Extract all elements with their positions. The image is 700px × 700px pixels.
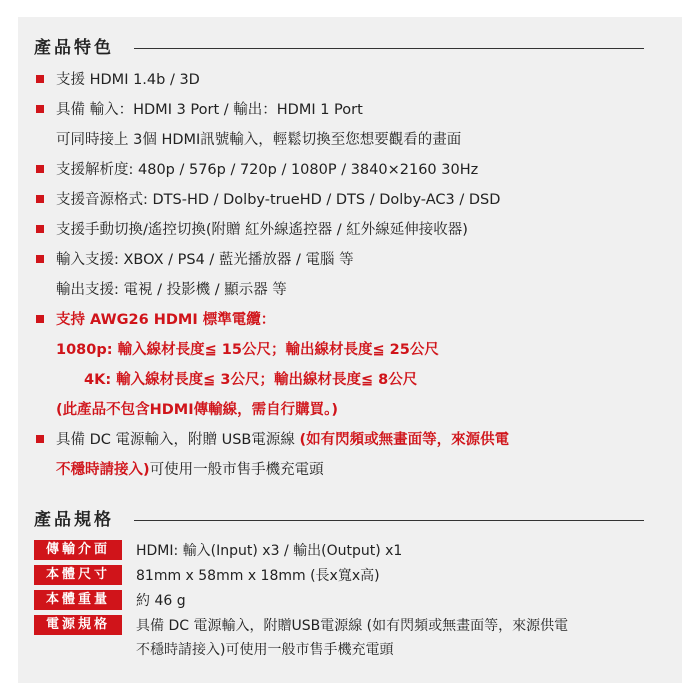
bullet-icon bbox=[36, 75, 44, 83]
bullet-icon bbox=[36, 105, 44, 113]
feature-line-3: 可同時接上 3個 HDMI訊號輸入，輕鬆切換至您想要觀看的畫面 bbox=[56, 132, 462, 148]
specs-divider bbox=[134, 520, 644, 521]
spec-label: 傳輸介面 bbox=[34, 540, 122, 560]
feature-line-12: (此產品不包含HDMI傳輸線，需自行購買。) bbox=[56, 402, 338, 418]
features-divider bbox=[134, 48, 644, 49]
bullet-icon bbox=[36, 225, 44, 233]
spec-label: 本體重量 bbox=[34, 590, 122, 610]
feature-line-10: 1080p: 輸入線材長度≦ 15公尺；輸出線材長度≦ 25公尺 bbox=[56, 342, 439, 358]
bullet-icon bbox=[36, 255, 44, 263]
feature-line-8: 輸出支援: 電視 / 投影機 / 顯示器 等 bbox=[56, 282, 287, 298]
spec-label: 電源規格 bbox=[34, 615, 122, 635]
feature-line-9: 支持 AWG26 HDMI 標準電纜： bbox=[36, 308, 275, 332]
spec-value: 約 46 g bbox=[136, 593, 186, 609]
feature-line-6: 支援手動切換/遙控切換(附贈 紅外線遙控器 / 紅外線延伸接收器) bbox=[36, 218, 468, 242]
feature-line-4: 支援解析度: 480p / 576p / 720p / 1080P / 3840×2160 30Hz bbox=[36, 158, 478, 182]
feature-line-2: 具備 輸入：HDMI 3 Port / 輸出：HDMI 1 Port bbox=[36, 98, 363, 122]
feature-line-1: 支援 HDMI 1.4b / 3D bbox=[36, 68, 200, 92]
feature-line-13: 具備 DC 電源輸入，附贈 USB電源線 (如有閃頻或無畫面等，來源供電 bbox=[36, 428, 509, 452]
spec-value: 具備 DC 電源輸入，附贈USB電源線 (如有閃頻或無畫面等，來源供電 bbox=[136, 618, 569, 634]
feature-line-5: 支援音源格式: DTS-HD / Dolby-trueHD / DTS / Dolby-AC3 / DSD bbox=[36, 188, 500, 212]
spec-value-continued: 不穩時請接入)可使用一般市售手機充電頭 bbox=[136, 642, 394, 658]
spec-value: 81mm x 58mm x 18mm (長x寬x高) bbox=[136, 568, 380, 584]
bullet-icon bbox=[36, 315, 44, 323]
feature-line-7: 輸入支援: XBOX / PS4 / 藍光播放器 / 電腦 等 bbox=[36, 248, 354, 272]
spec-label: 本體尺寸 bbox=[34, 565, 122, 585]
features-title: 產品特色 bbox=[34, 38, 114, 58]
bullet-icon bbox=[36, 435, 44, 443]
bullet-icon bbox=[36, 195, 44, 203]
specs-title: 產品規格 bbox=[34, 510, 114, 530]
spec-value: HDMI: 輸入(Input) x3 / 輸出(Output) x1 bbox=[136, 543, 403, 559]
bullet-icon bbox=[36, 165, 44, 173]
feature-line-14: 不穩時請接入)可使用一般市售手機充電頭 bbox=[56, 462, 324, 478]
feature-line-11: 4K: 輸入線材長度≦ 3公尺；輸出線材長度≦ 8公尺 bbox=[84, 372, 418, 388]
